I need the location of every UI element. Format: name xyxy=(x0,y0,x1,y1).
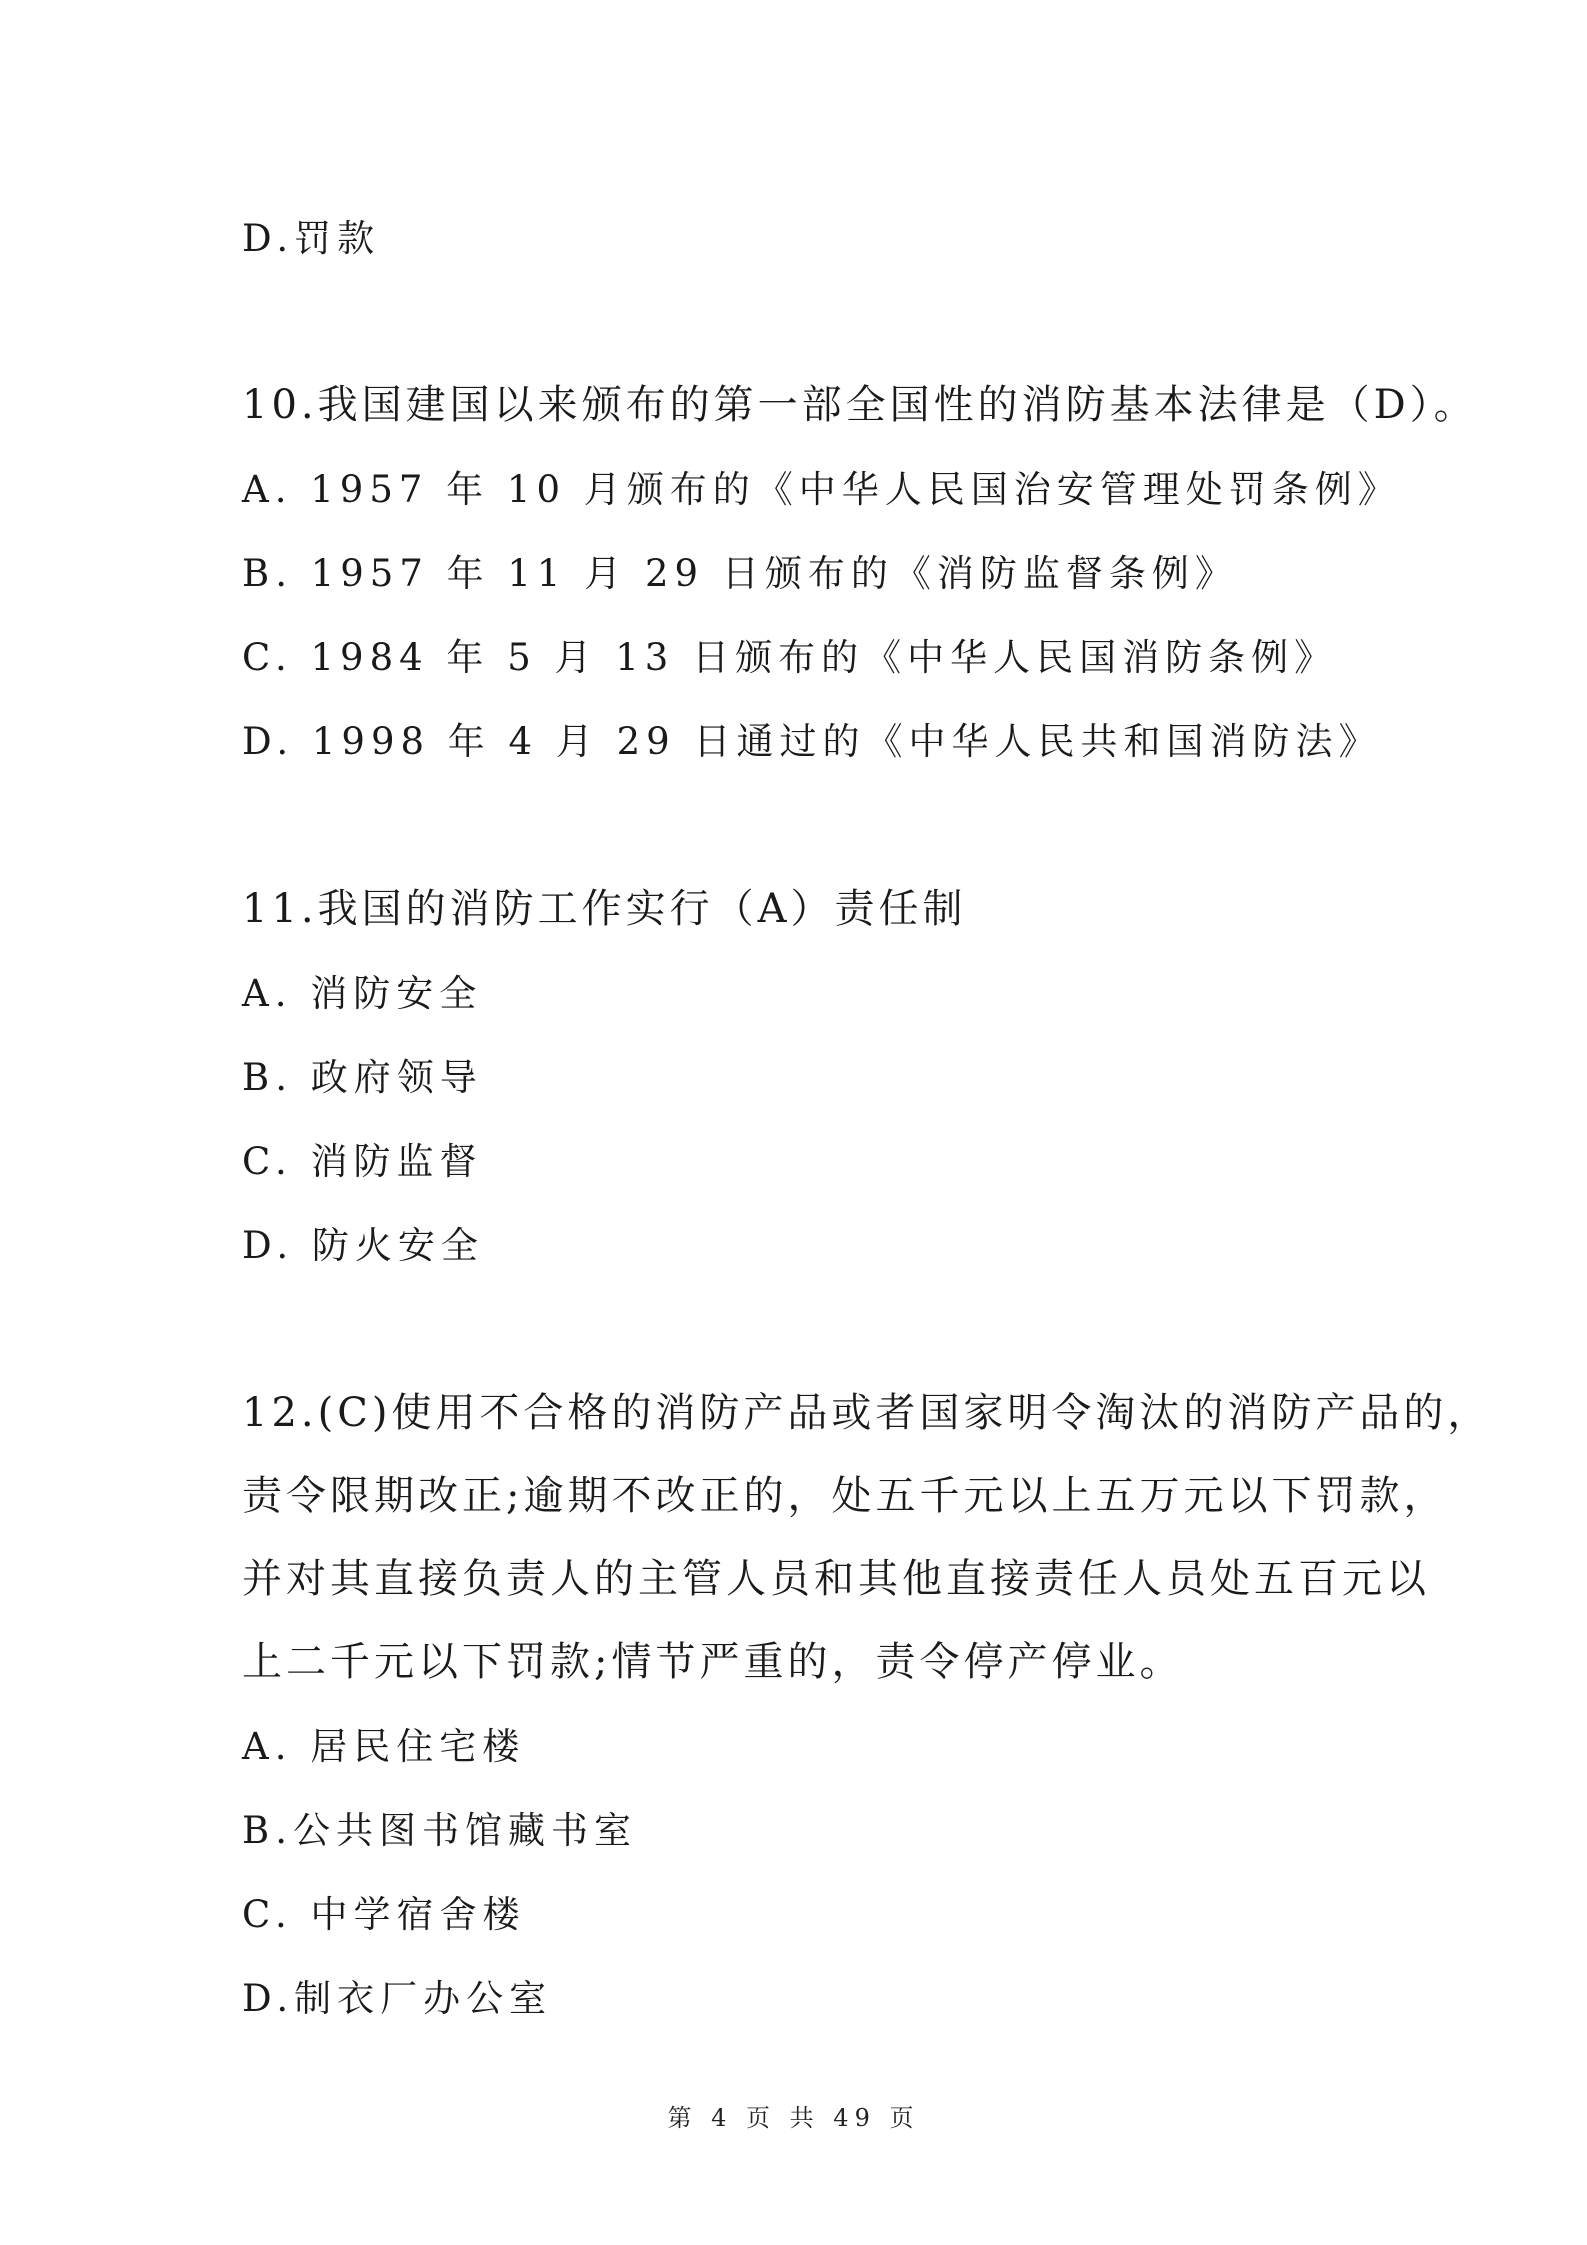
page-number-footer: 第 4 页 共 49 页 xyxy=(667,2104,920,2132)
question-10-option-a: A. 1957 年 10 月颁布的《中华人民国治安管理处罚条例》 xyxy=(242,468,1401,511)
question-12-stem-line-4: 上二千元以下罚款;情节严重的，责令停产停业。 xyxy=(242,1639,1184,1685)
question-12-stem-line-2: 责令限期改正;逾期不改正的，处五千元以上五万元以下罚款， xyxy=(242,1473,1448,1519)
question-11-option-b: B. 政府领导 xyxy=(242,1056,483,1099)
prev-option-d: D.罚款 xyxy=(242,217,381,260)
question-12-stem-line-1: 12.(C)使用不合格的消防产品或者国家明令淘汰的消防产品的， xyxy=(242,1390,1492,1436)
question-10-option-c: C. 1984 年 5 月 13 日颁布的《中华人民国消防条例》 xyxy=(242,636,1338,679)
question-12-option-b: B.公共图书馆藏书室 xyxy=(242,1809,637,1852)
question-10-option-d: D. 1998 年 4 月 29 日通过的《中华人民共和国消防法》 xyxy=(242,720,1382,763)
question-11-option-d: D. 防火安全 xyxy=(242,1224,484,1267)
question-10-option-b: B. 1957 年 11 月 29 日颁布的《消防监督条例》 xyxy=(242,552,1238,595)
question-10-stem: 10.我国建国以来颁布的第一部全国性的消防基本法律是（D）。 xyxy=(242,382,1478,428)
question-11-option-c: C. 消防监督 xyxy=(242,1140,483,1183)
question-12-option-c: C. 中学宿舍楼 xyxy=(242,1893,526,1936)
question-11-stem: 11.我国的消防工作实行（A）责任制 xyxy=(242,886,967,932)
question-12-option-d: D.制衣厂办公室 xyxy=(242,1977,553,2020)
question-12-stem-line-3: 并对其直接负责人的主管人员和其他直接责任人员处五百元以 xyxy=(242,1556,1430,1602)
question-11-option-a: A. 消防安全 xyxy=(242,972,483,1015)
question-12-option-a: A. 居民住宅楼 xyxy=(242,1725,526,1768)
